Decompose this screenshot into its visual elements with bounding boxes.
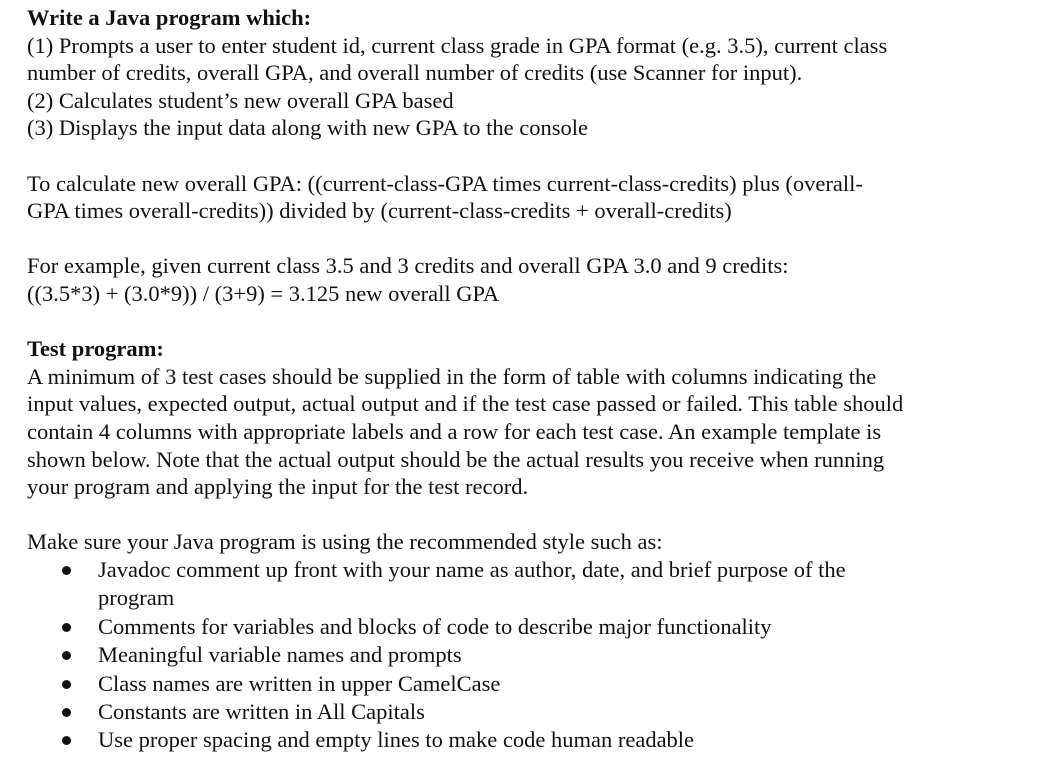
style-list xyxy=(27,556,1037,755)
bullet-icon xyxy=(62,680,71,689)
test-program-heading: Test program: xyxy=(27,336,164,362)
spacer xyxy=(27,308,1037,336)
bullet-icon xyxy=(62,708,71,717)
list-item xyxy=(27,613,1037,641)
bullet-icon xyxy=(62,623,71,632)
list-item-text: Class names are written in upper CamelCase xyxy=(98,670,501,696)
example-line: For example, given current class 3.5 and 3 credits and overall GPA 3.0 and 9 credits: xyxy=(27,253,789,279)
formula-line: To calculate new overall GPA: ((current-class-GPA times current-class-credits) plus (overall- xyxy=(27,170,863,196)
spacer xyxy=(27,501,1037,529)
list-item-text: Comments for variables and blocks of code to describe major functionality xyxy=(98,613,772,639)
step-line: (1) Prompts a user to enter student id, current class grade in GPA format (e.g. 3.5), current class xyxy=(27,32,888,58)
style-intro: Make sure your Java program is using the recommended style such as: xyxy=(27,529,663,555)
list-item-text: Constants are written in All Capitals xyxy=(98,698,425,724)
test-line: input values, expected output, actual output and if the test case passed or failed. This table should xyxy=(27,391,904,417)
list-item xyxy=(27,698,1037,726)
list-item-text: Meaningful variable names and prompts xyxy=(98,642,462,668)
assignment-heading: Write a Java program which: xyxy=(27,5,312,30)
test-program-paragraph xyxy=(27,363,1037,501)
bullet-icon xyxy=(62,736,71,745)
list-item xyxy=(27,556,1037,613)
list-item xyxy=(27,726,1037,754)
document-page xyxy=(27,4,1037,755)
step-line: (3) Displays the input data along with new GPA to the console xyxy=(27,115,588,141)
requirements-steps xyxy=(27,32,1037,142)
test-line: shown below. Note that the actual output should be the actual results you receive when running xyxy=(27,446,885,472)
list-item xyxy=(27,670,1037,698)
step-line: (2) Calculates student’s new overall GPA based xyxy=(27,87,454,113)
list-item-text: Javadoc comment up front with your name as author, date, and brief purpose of the xyxy=(98,556,846,582)
formula-paragraph xyxy=(27,170,1037,225)
example-paragraph xyxy=(27,252,1037,307)
bullet-icon xyxy=(62,566,71,575)
list-item xyxy=(27,641,1037,669)
step-line: number of credits, overall GPA, and overall number of credits (use Scanner for input). xyxy=(27,60,803,86)
test-line: contain 4 columns with appropriate labels and a row for each test case. An example template is xyxy=(27,418,882,444)
list-item-text: program xyxy=(98,585,175,611)
formula-line: GPA times overall-credits)) divided by (current-class-credits + overall-credits) xyxy=(27,198,732,224)
list-item-text: Use proper spacing and empty lines to make code human readable xyxy=(98,727,695,753)
spacer xyxy=(27,142,1037,170)
example-line: ((3.5*3) + (3.0*9)) / (3+9) = 3.125 new overall GPA xyxy=(27,280,500,306)
test-line: A minimum of 3 test cases should be supplied in the form of table with columns indicating the xyxy=(27,363,877,389)
bullet-icon xyxy=(62,651,71,660)
spacer xyxy=(27,225,1037,253)
test-line: your program and applying the input for the test record. xyxy=(27,474,529,500)
